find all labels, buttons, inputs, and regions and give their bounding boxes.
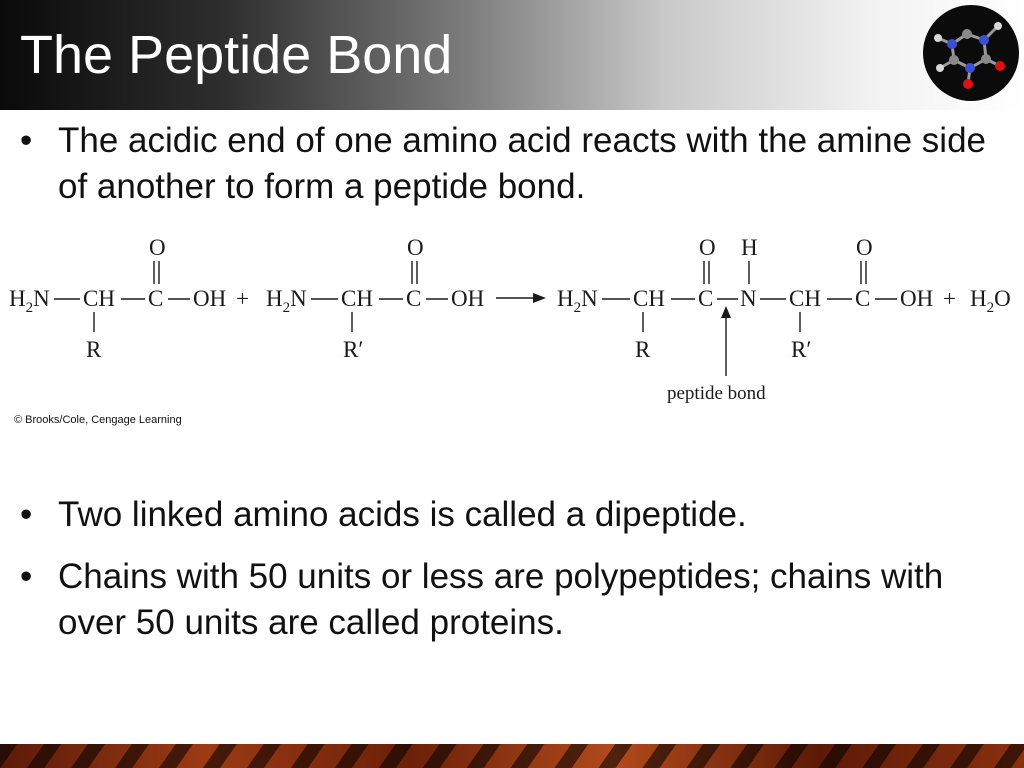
amine-group-2: $H_2N$: [266, 286, 307, 316]
side-chain-r-prime-2: R′: [791, 337, 812, 362]
amide-hydrogen: H: [741, 235, 758, 260]
bullet-dot: •: [20, 557, 33, 596]
side-chain-r-2: R: [635, 337, 651, 362]
hydroxyl-3: OH: [900, 286, 934, 311]
side-chain-r-prime: R′: [343, 337, 364, 362]
bullet-list-top: [20, 118, 1000, 226]
plus-sign-2: +: [943, 286, 956, 311]
molecule-logo-icon: [922, 4, 1020, 102]
carbonyl-carbon-2: C: [406, 286, 422, 311]
alpha-carbon-4: CH: [789, 286, 821, 311]
peptide-bond-label: peptide bond: [667, 383, 766, 404]
title-bar: [0, 0, 1024, 110]
water-molecule: $H_2O$: [970, 286, 1011, 316]
side-chain-r: R: [86, 337, 102, 362]
alpha-carbon-1: CH: [83, 286, 115, 311]
carbonyl-carbon-4: C: [855, 286, 871, 311]
bullet-item: [20, 492, 1000, 538]
hydroxyl-2: OH: [451, 286, 485, 311]
alpha-carbon-3: CH: [633, 286, 665, 311]
alpha-carbon-2: CH: [341, 286, 373, 311]
amine-group-1: $H_2N$: [9, 286, 50, 316]
bullet-item: [20, 554, 1000, 646]
bullet-dot: •: [20, 121, 33, 160]
bullet-text: The acidic end of one amino acid reacts with the amine side of another to form a peptide bond.: [58, 121, 987, 206]
image-credit: © Brooks/Cole, Cengage Learning: [14, 414, 182, 426]
oxygen-2: O: [407, 235, 424, 260]
oxygen-1: O: [149, 235, 166, 260]
plus-sign-1: +: [236, 286, 249, 311]
carbonyl-carbon-1: C: [148, 286, 164, 311]
bullet-item: [20, 118, 1000, 210]
bullet-dot: •: [20, 495, 33, 534]
bullet-text: Chains with 50 units or less are polypeptides; chains with over 50 units are called proteins.: [58, 557, 944, 642]
oxygen-4: O: [856, 235, 873, 260]
slide-title: The Peptide Bond: [20, 25, 453, 85]
amine-group-3: $H_2N$: [557, 286, 598, 316]
carbonyl-carbon-3: C: [698, 286, 714, 311]
bullet-text: Two linked amino acids is called a dipeptide.: [58, 495, 747, 534]
bullet-list-bottom: [20, 492, 1000, 662]
amide-nitrogen: N: [740, 286, 757, 311]
decorative-footer-band: [0, 744, 1024, 768]
hydroxyl-1: OH: [193, 286, 227, 311]
oxygen-3: O: [699, 235, 716, 260]
peptide-bond-diagram: [0, 228, 1024, 414]
